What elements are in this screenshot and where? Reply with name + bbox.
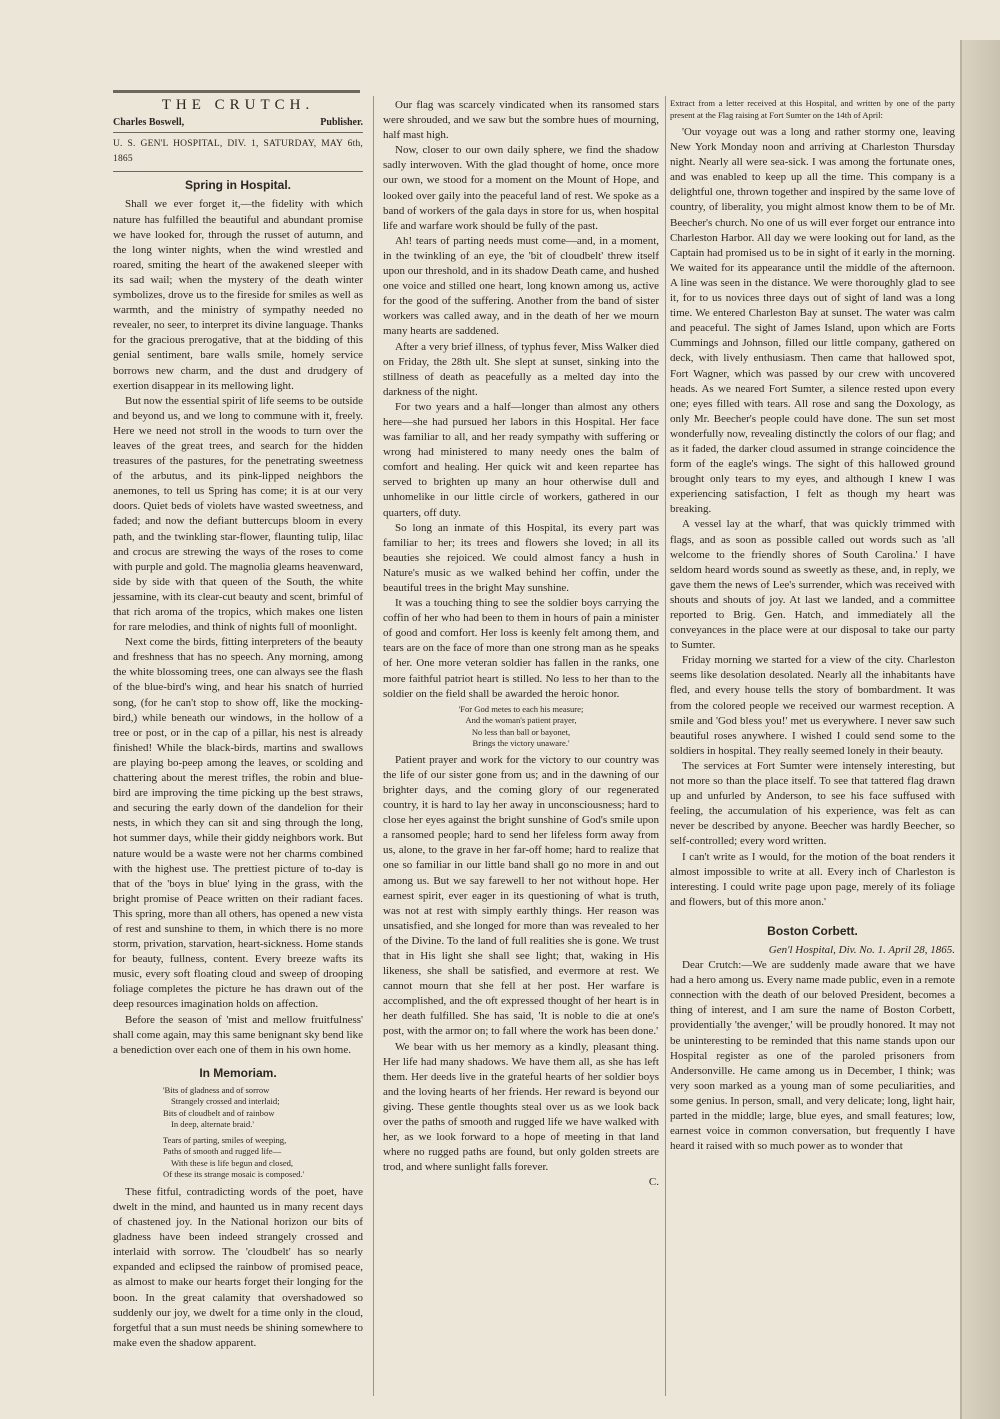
letter-date: Gen'l Hospital, Div. No. 1. April 28, 1865. [768, 943, 955, 956]
article-paragraph: Next come the birds, fitting interpreters of the beauty and freshness that has no speech. Any morning, among the white blossoming trees, one can always see the flash of the blue-bird's wing, and hear his snatch of hurried song, (for he can't stop to show off, like the mocking-bird,) while beneath our windows, in the hollow of a tree or post, or in the cap of a pillar, his nest is already finished! While the black-birds, martins and swallows are playing bo-peep among the leaves, or scolding and chattering about the merest trifles, the robin and blue-bird are improving the time picking up the best straws, and securing the early down of the dandelion for their nests, in which they can sit and sing through the long, hot summer days, while their giddy neighbors work. But nature would be a waste were not her charms combined with the highest use. The prettiest picture of to-day is that of the 'boys in blue' lying in the grass, with the bright promise of Peace written on their radiant faces. This spring, more than all others, has opened a new vista of rest and sunshine to them, in which there is no more storm, privation, starvation, heart-sickness. Home stands for beauty, fullness, content. Every breeze wafts its music, every soft floating cloud and sweep of drooping foliage completes the picture he has drawn out of the deep resources imagination holds on affection. [113, 636, 363, 1011]
poem-line: Of these its strange mosaic is composed.' [163, 1169, 305, 1180]
article-paragraph: Before the season of 'mist and mellow fruitfulness' shall come again, may this same benignant sky bend like a benediction over each one of them in his own home. [113, 1013, 363, 1056]
issue-dateline: U. S. GEN'L HOSPITAL, DIV. 1, SATURDAY, MAY 6th, 1865 [113, 137, 363, 172]
verse-line: No less than ball or bayonet, [471, 726, 571, 737]
column-rule [665, 96, 666, 1396]
verse-line: Brings the victory unaware.' [472, 738, 570, 749]
poem-line: In deep, alternate braid.' [171, 1119, 254, 1130]
verse-line: 'For God metes to each his measure; [458, 703, 584, 714]
masthead-rule [113, 90, 360, 93]
article-paragraph: For two years and a half—longer than almost any others here—she had pursued her labors in this Hospital. Her face was familiar to all, and her ready sympathy with suffering or wrong had ministered to many needy ones the balm of comfort and healing. Her quick wit and keen repartee has served to brighten up many an hour otherwise dull and unhomelike in our little circle of workers, gathered in our quarters, off duty. [383, 400, 659, 519]
column-2 [383, 98, 659, 1190]
article-paragraph: Now, closer to our own daily sphere, we find the shadow sadly interwoven. With the glad thought of home, once more our own, we stood for a moment on the Mount of Hope, and looked over gaily into the peaceful land of rest. We spoke as a band of workers of the gala days in store for us, when hospital life and warfare work should be fully of the past. [383, 144, 659, 232]
poem-line: With these is life begun and closed, [171, 1157, 294, 1168]
article-paragraph: Dear Crutch:—We are suddenly made aware that we have had a hero among us. Every name made public, even in a remote connection with the death of our beloved President, becomes a thing of interest, and I am sure the name of Boston Corbett, providentially 'the avenger,' will be proudly honored. It may not be uninteresting to be reminded that this name stands upon our Hospital register as one of the paroled prisoners from Andersonville. He came among us in December, I think; was very soon marked as a young man of some peculiarities, and some genius. In person, small, and very delicate; long, light hair, parted in the middle; large, blue eyes, and small features; low, earnest voice in common conversation, but frequently I have heard it raised with so much power as to wonder that [670, 959, 955, 1153]
publisher-name: Charles Boswell, [113, 117, 185, 129]
article-paragraph: Shall we ever forget it,—the fidelity with which nature has fulfilled the beautiful and abundant promise we have looked for, through the russet of autumn, and the long winter nights, when the wind wrestled and roared, smiting the heart of the awakened sleeper with its sad wail; when the mystery of the death winter symbolizes, drove us to the fireside for smiles as well as warmth, and the ministry of sympathy needed no revealer, no seer, to interpret its divine language. Thanks for the gracious prerogative, that at the bidding of this genial sentiment, bare walls smile, homely service borrows new charm, and the dust and drudgery of exertion disappear in its mellowing light. [113, 198, 363, 392]
article-paragraph: Our flag was scarcely vindicated when its ransomed stars were shrouded, and we saw but the sombre hues of mourning, half mast high. [383, 99, 659, 142]
publisher-role: Publisher. [320, 117, 363, 129]
poem-line: 'Bits of gladness and of sorrow [163, 1084, 270, 1095]
article-paragraph: I can't write as I would, for the motion of the boat renders it almost impossible to write at all. Every inch of Charleston is interesting. I could write page upon page, merely of its foliage and flowers, but of this more anon.' [670, 850, 955, 908]
letter-intro-note: Extract from a letter received at this Hospital, and written by one of the party present at the Flag raising at Fort Sumter on the 14th of April: [670, 98, 955, 120]
article-paragraph: The services at Fort Sumter were intensely interesting, but not more so than the place itself. To see that tattered flag drawn up and unfurled by Anderson, to see his face suffused with feeling, the accumulation of his experience, was felt as can never be described by anyone. Beecher was hardly Beecher, so self-controlled; every word written. [670, 759, 955, 848]
article-paragraph: Friday morning we started for a view of the city. Charleston seems like desolation desolated. Nearly all the inhabitants have fled, and every house tells the story of bombardment. It was from the colored people we received our warmest reception. A smile and 'God bless you!' met us everywhere. I never saw such beautiful roses anywhere. I wished I could send some to the soldiers in hospital. They really seemed lonely in their beauty. [670, 654, 955, 757]
article-heading: Boston Corbett. [767, 923, 858, 938]
poem-line: Bits of cloudbelt and of rainbow [163, 1107, 275, 1118]
poem-line: Paths of smooth and rugged life— [163, 1146, 282, 1157]
poem-line: Strangely crossed and interlaid; [171, 1096, 280, 1107]
column-rule [373, 96, 374, 1396]
article-heading: Spring in Hospital. [184, 178, 291, 193]
article-paragraph: A vessel lay at the wharf, that was quickly trimmed with flags, and as soon as possible called out words such as 'all welcome to the friendly shores of South Carolina.' I have seldom heard words sound as sweetly as these, and, in reply, we gave them the news of Lee's surrender, which was received with shouts and shouts of joy. At last we landed, and a committee reported to Brig. Gen. Hatch, and immediately all the conveyances in the place were at our disposal to take our party to Sumter. [670, 518, 955, 652]
article-paragraph: After a very brief illness, of typhus fever, Miss Walker died on Friday, the 28th ult. She slept at sunset, sinking into the stillness of death as peacefully as a melted day into the darkness of the night. [383, 340, 659, 398]
publisher-line [113, 115, 363, 133]
column-1 [113, 98, 363, 1351]
article-paragraph: Ah! tears of parting needs must come—and, in a moment, in the twinkling of an eye, the 'bit of cloudbelt' threw itself upon our threshold, and in its shadow Death came, and hushed one voice and stilled one heart, long known among us, active for the good of the suffering. Another from the band of sister workers was called away, and in the death of her we mourn many hearts are saddened. [383, 234, 659, 338]
binding-edge [960, 40, 1000, 1419]
verse-line: And the woman's patient prayer, [465, 715, 577, 726]
article-heading: In Memoriam. [199, 1065, 277, 1080]
author-signature: C. [648, 1176, 659, 1189]
article-paragraph: These fitful, contradicting words of the poet, have dwelt in the mind, and haunted us in many recent days of chastened joy. In the National horizon our bits of gladness have been indeed strangely crossed and interlaid with sorrow. The 'cloudbelt' has so nearly expanded and eclipsed the rainbow of promised peace, as almost to make our hearts forget their longing for the boon. In the great calamity that overshadowed so suddenly our joy, we dwelt for a time only in the cloud, forgetful that a sun must needs be shining somewhere to make even the shadow apparent. [113, 1185, 363, 1349]
poem-epigraph [163, 1085, 363, 1181]
article-paragraph: It was a touching thing to see the soldier boys carrying the coffin of her who had been to them in hours of pain a minister of good and comfort. Her loss is keenly felt among them, and tears are on the face of more than one strong man as he speaks of her. One more veteran soldier has fallen in the ranks, one more faithful patriot heart is stilled. No less to her than to the soldier on the field shall be awarded the heroic honor. [383, 597, 659, 700]
article-paragraph: 'Our voyage out was a long and rather stormy one, leaving New York Monday noon and arriving at Charleston Thursday night. Nearly all were sea-sick. I was among the fortunate ones, and was enabled to keep up all the time. This company is a delightful one, thrown together and inspired by the same love of country, of liberality, you might almost know them to be of Mr. Beecher's church. No one of us will ever forget our entrance into Charleston Harbor. All day we were looking out for land, as the Captain had promised us to be in sight of it early in the morning. We waited for its appearance until the middle of the afternoon. A line was seen in the distance. We were thoroughly glad to see it, for to us novices three days out of sight of land was a long time. We entered Charleston Bay at sunset. The water was calm and peaceful. The sight of James Island, upon which are Forts Cummings and Johnson, filled our little company, gathered on deck, with lively enthusiasm. Then came that hallowed spot, Fort Wagner, which was passed by our crew with uncovered heads. As we neared Fort Sumter, a silence rested upon every one; eyes filled with tears. All rose and sang the Doxology, as only Mr. Beecher's people could have done. The sun set most wonderfully now, revealing distinctly the colors of our flag; and as it faded, the darker cloud assumed in strange coincidence the form of the eagle's wings. The sight of this hallowed ground brought only tears to my eyes, and although I knew I was experiencing satisfaction, I felt as though my heart was breaking. [670, 126, 955, 516]
article-paragraph: We bear with us her memory as a kindly, pleasant thing. Her life had many shadows. We have them all, as she has left them. Her deeds live in the grateful hearts of her soldier boys and the loving hearts of her friends. Her reward is beyond our giving. These gentle thoughts steal over us as we look back over the paths of smooth and rugged life we have walked with her, as we look forward to a hope of meeting in that land where no rugged paths are found, but only golden streets are trod, and where sunlight falls forever. [383, 1040, 659, 1174]
quoted-verse [383, 704, 659, 750]
article-paragraph: So long an inmate of this Hospital, its every part was familiar to her; its trees and flowers she loved; in all its beauties she rejoiced. We could almost fancy a hush in Nature's music as we walked behind her coffin, under the beautiful trees in the bright May sunshine. [383, 521, 659, 594]
article-paragraph: But now the essential spirit of life seems to be outside and beyond us, and we long to commune with it, freely. Here we need not stroll in the woods to turn over the leaves of the great trees, and search for the hidden treasures of the pastures, for the penetrating sweetness of the arbutus, and its pink-lipped neighbors the anemones, to tell us Spring has come; it is at our very doors. Quiet beds of violets have wasted sweetness, and faded; and now the defiant buttercups bloom in every path, and the twinkling star-flower, flaunting tulip, lilac and crocus are strewing the ways of the roses to come with purple and gold. The magnolia gleams heavenward, side by side with that queen of the South, the white jessamine, with its clear-cut beauty and scent, brimful of that rich aroma of the tropics, which makes one listen for rare melodies, and think of nights full of moonlight. [113, 394, 363, 634]
poem-line: Tears of parting, smiles of weeping, [163, 1134, 287, 1145]
column-3 [670, 98, 955, 1154]
article-paragraph: Patient prayer and work for the victory to our country was the life of our sister gone from us; and in the dawning of our brighter days, and the coming glory of our regenerated country, it is hard to lay her away in unconsciousness; hard to close her eyes against the bright sunshine of God's smile upon a ransomed people; hard to send her lifeless form away from us, alone, to the grave in her far-off home; hard to realize that one so familiar in our little band shall go no more in and out among us. But we say farewell to her not without hope. Her earnest spirit, ever eager in its questioning of what is truth, was not at rest with simply earthly things. Her reason was unsatisfied, and she longed for more than was revealed to her of the Divine. To the land of full realities she is gone. We trust that in His light she shall see light; that, waking in His likeness, she shall be satisfied, and evermore at rest. We cannot mourn that she fell at her post. Her warfare is accomplished, and the oft expressed thought of her heart is in her death fulfilled. She has said, 'It is noble to die at one's post, with the armor on; to fall where the work has been done.' [383, 753, 659, 1038]
masthead-title: THE CRUTCH. [161, 97, 315, 113]
